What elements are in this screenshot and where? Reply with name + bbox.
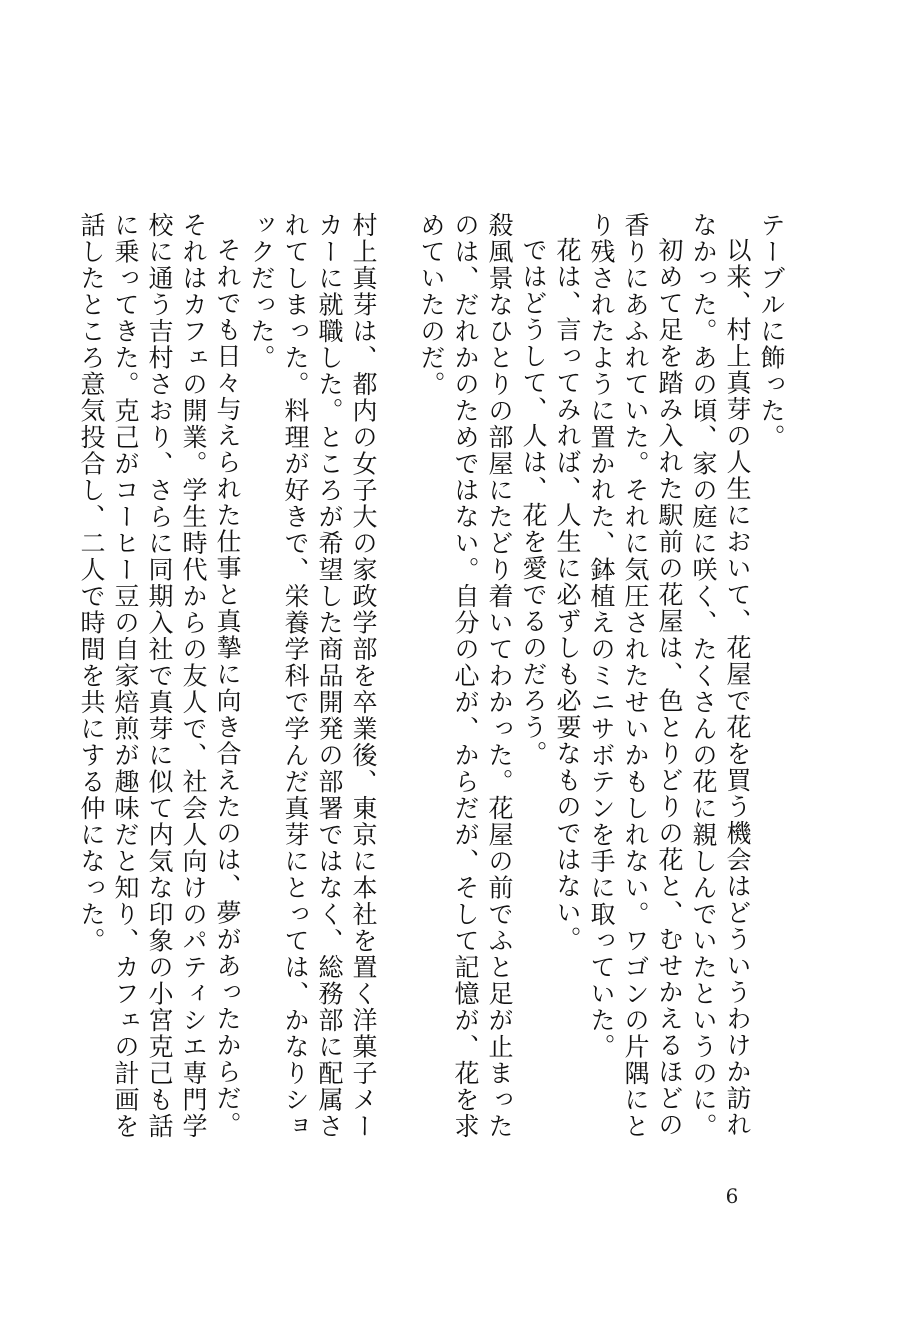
paragraph: それでも日々与えられた仕事と真摯に向き合えたのは、夢があったからだ。それはカフェの開業。学生時代からの友人で、社会人向けのパティシエ専門学校に通う吉村さおり、さらに同期入社で真芽に似て内気な印象の小宮克己も話に乗ってきた。克己がコーヒー豆の自家焙煎が趣味だと知り、カフェの計画を話したところ意気投合し、二人で時間を共にする仲になった。	[77, 212, 242, 1140]
paragraph: 初めて足を踏み入れた駅前の花屋は、色とりどりの花と、むせかえるほどの香りにあふれていた。それに気圧されたせいかもしれない。ワゴンの片隅にとり残されたように置かれた、鉢植えのミニサボテンを手に取っていた。	[587, 212, 684, 1140]
page-number: 6	[725, 1184, 739, 1208]
vertical-text-body	[77, 212, 788, 1162]
paragraph: ではどうして、人は、花を愛でるのだろう。	[519, 237, 548, 767]
section-break	[380, 212, 414, 1162]
paragraph: テーブルに飾った。	[757, 212, 786, 451]
paragraph: 花は、言ってみれば、人生に必ずしも必要なものではない。	[553, 237, 582, 953]
paragraph: 殺風景なひとりの部屋にたどり着いてわかった。花屋の前でふと足が止まったのは、だれかのためではない。自分の心が、からだが、そして記憶が、花を求めていたのだ。	[417, 212, 514, 1140]
paragraph: 以来、村上真芽の人生において、花屋で花を買う機会はどういうわけか訪れなかった。あの頃、家の庭に咲く、たくさんの花に親しんでいたというのに。	[689, 212, 752, 1140]
paragraph: 村上真芽は、都内の女子大の家政学部を卒業後、東京に本社を置く洋菓子メーカーに就職した。ところが希望した商品開発の部署ではなく、総務部に配属されてしまった。料理が好きで、栄養学科で学んだ真芽にとっては、かなりショックだった。	[247, 212, 378, 1140]
